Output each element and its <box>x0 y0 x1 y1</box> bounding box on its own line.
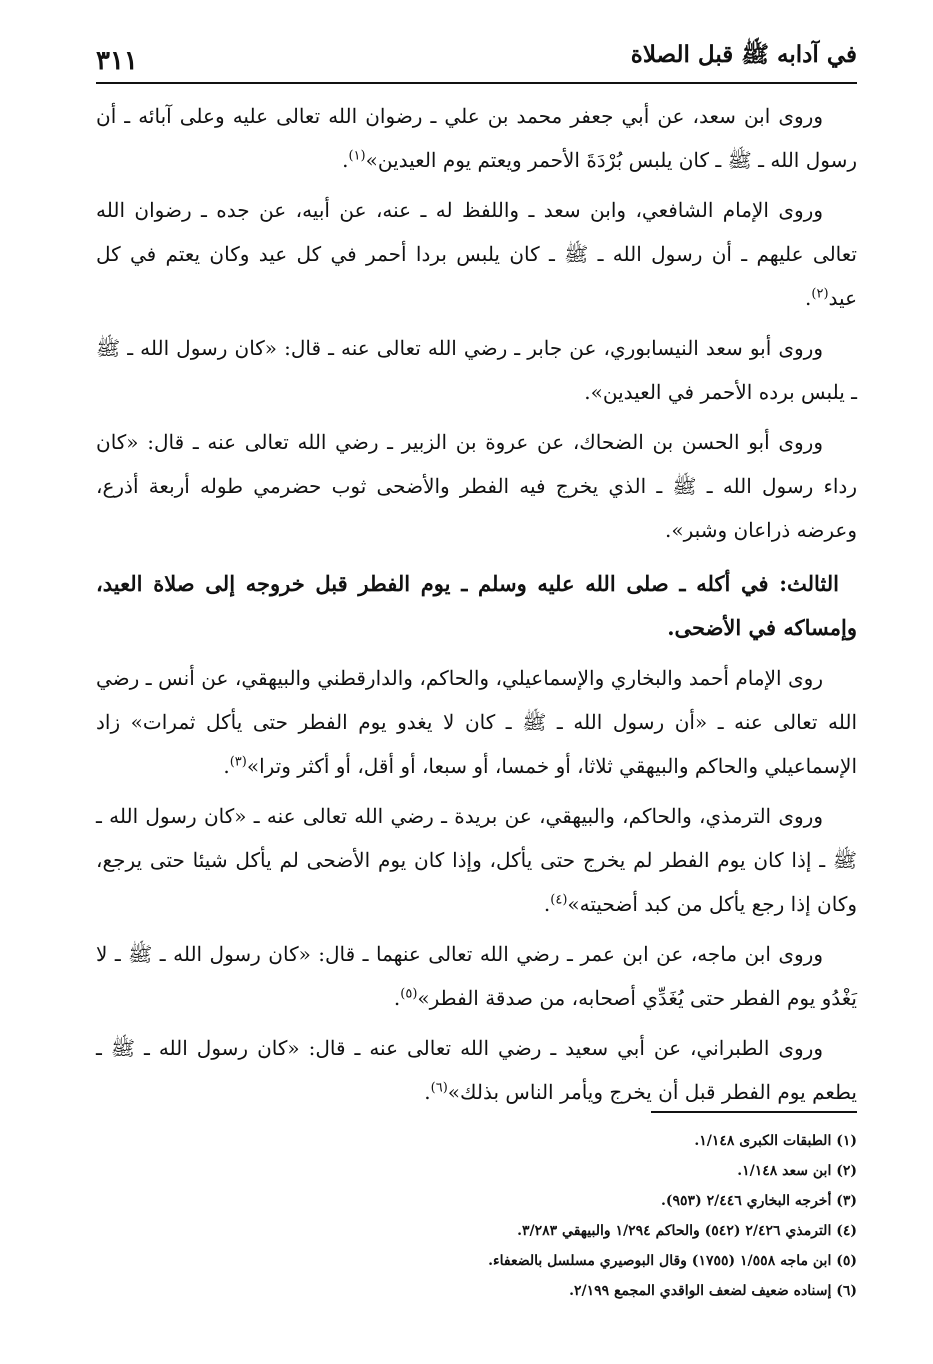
paragraph-4: وروى أبو الحسن بن الضحاك، عن عروة بن الزبير ـ رضي الله تعالى عنه ـ قال: «كان رداء رسول الله ـ ﷺ ـ الذي يخرج فيه الفطر والأضحى ثوب حضرمي طوله أربعة أذرع، وعرضه ذراعان وشبر». <box>96 430 857 542</box>
footnote-ref-4: (٤) <box>550 892 568 908</box>
footnote-1: (١) الطبقات الكبرى ١/١٤٨. <box>694 1133 857 1149</box>
page-number: ٣١١ <box>96 46 138 76</box>
footnote-4: (٤) الترمذي ٢/٤٢٦ (٥٤٢) والحاكم ١/٢٩٤ والبيهقي ٣/٢٨٣. <box>517 1223 857 1239</box>
footnote-ref-2: (٢) <box>811 286 829 302</box>
footnote-ref-1: (١) <box>348 148 366 164</box>
paragraph-5: روى الإمام أحمد والبخاري والإسماعيلي، والحاكم، والدارقطني والبيهقي، عن أنس ـ رضي الله تعالى عنه ـ «أن رسول الله ـ ﷺ ـ كان لا يغدو يوم الفطر حتى يأكل ثمرات» زاد الإسماعيلي والحاكم والبيهقي ثلاثا، أو خمسا، أو سبعا، أو أقل، أو أكثر وترا»$^{(٣)}$. <box>96 666 857 778</box>
footnotes <box>96 1126 857 1306</box>
footnote-5: (٥) ابن ماجه ١/٥٥٨ (١٧٥٥) وقال البوصيري مسلسل بالضعفاء. <box>488 1253 857 1269</box>
footnote-6: (٦) إسناده ضعيف لضعف الواقدي المجمع ٢/١٩٩. <box>569 1283 857 1299</box>
running-header-title: في آدابه ﷺ قبل الصلاة <box>630 41 857 68</box>
section-heading: الثالث: في أكله ـ صلى الله عليه وسلم ـ يوم الفطر قبل خروجه إلى صلاة العيد، وإمساكه في الأضحى. <box>96 571 857 640</box>
paragraph-7: وروى ابن ماجه، عن ابن عمر ـ رضي الله تعالى عنهما ـ قال: «كان رسول الله ـ ﷺ ـ لا يَغْدُو يوم الفطر حتى يُغَدِّي أصحابه، من صدقة الفطر»$^{(٥)}$. <box>96 942 857 1010</box>
header-rule <box>96 82 857 84</box>
paragraph-3: وروى أبو سعد النيسابوري، عن جابر ـ رضي الله تعالى عنه ـ قال: «كان رسول الله ـ ﷺ ـ يلبس برده الأحمر في العيدين». <box>96 336 857 404</box>
paragraph-8: وروى الطبراني، عن أبي سعيد ـ رضي الله تعالى عنه ـ قال: «كان رسول الله ـ ﷺ ـ يطعم يوم الفطر قبل أن يخرج ويأمر الناس بذلك»$^{(٦)}$. <box>96 1036 857 1104</box>
paragraph-6: وروى الترمذي، والحاكم، والبيهقي، عن بريدة ـ رضي الله تعالى عنه ـ «كان رسول الله ـ ﷺ ـ إذا كان يوم الفطر لم يخرج حتى يأكل، وإذا كان يوم الأضحى لم يأكل شيئا حتى يرجع، وكان إذا رجع يأكل من كبد أضحيته»$^{(٤)}$. <box>96 804 857 916</box>
paragraph-1: وروى ابن سعد، عن أبي جعفر محمد بن علي ـ رضوان الله تعالى عليه وعلى آبائه ـ أن رسول الله ـ ﷺ ـ كان يلبس بُرْدَةَ الأحمر ويعتم يوم العيدين»$^{(١)}$. <box>96 104 857 172</box>
running-header <box>96 30 857 82</box>
paragraph-2: وروى الإمام الشافعي، وابن سعد ـ واللفظ له ـ عنه، عن أبيه، عن جده ـ رضوان الله تعالى عليهم ـ أن رسول الله ـ ﷺ ـ كان يلبس بردا أحمر في كل عيد وكان يعتم في كل عيد$^{(٢)}$. <box>96 198 857 310</box>
footnote-2: (٢) ابن سعد ١/١٤٨. <box>737 1163 857 1179</box>
footnote-separator <box>651 1111 857 1113</box>
footnote-ref-5: (٥) <box>400 986 418 1002</box>
main-text <box>96 94 857 1120</box>
footnote-ref-6: (٦) <box>430 1080 448 1096</box>
footnote-ref-3: (٣) <box>229 754 247 770</box>
footnote-3: (٣) أخرجه البخاري ٢/٤٤٦ (٩٥٣). <box>661 1193 857 1209</box>
